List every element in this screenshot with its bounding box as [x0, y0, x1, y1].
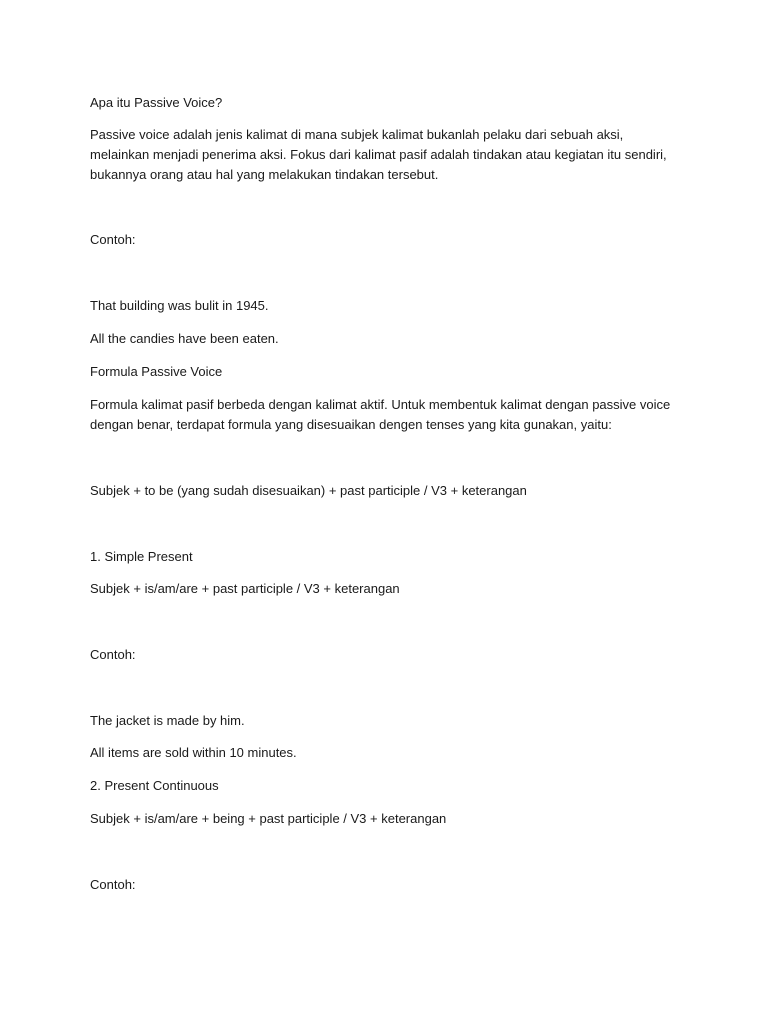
label-contoh: Contoh: — [90, 647, 136, 662]
paragraph-formula: Formula kalimat pasif berbeda dengan kalimat aktif. Untuk membentuk kalimat dengan passive voice dengan benar, terdapat formula yang disesuaikan dengen tenses yang kita gunakan, yaitu: — [90, 397, 671, 432]
example-sentence: All items are sold within 10 minutes. — [90, 745, 297, 760]
paragraph-definition: Passive voice adalah jenis kalimat di mana subjek kalimat bukanlah pelaku dari sebuah aksi, melainkan menjadi penerima aksi. Fokus dari kalimat pasif adalah tindakan atau kegiatan itu sendiri, bukannya orang atau hal yang melakukan tindakan tersebut. — [90, 127, 667, 182]
label-contoh: Contoh: — [90, 232, 136, 247]
example-sentence: The jacket is made by him. — [90, 713, 245, 728]
example-sentence: That building was bulit in 1945. — [90, 298, 269, 313]
example-sentence: All the candies have been eaten. — [90, 331, 279, 346]
formula-general: Subjek + to be (yang sudah disesuaikan) + past participle / V3 + keterangan — [90, 483, 527, 498]
heading-simple-present: 1. Simple Present — [90, 549, 193, 564]
heading-apa-itu-passive-voice: Apa itu Passive Voice? — [90, 95, 223, 110]
heading-present-continuous: 2. Present Continuous — [90, 778, 219, 793]
label-contoh: Contoh: — [90, 877, 136, 892]
formula-present-continuous: Subjek + is/am/are + being + past participle / V3 + keterangan — [90, 811, 447, 826]
formula-simple-present: Subjek + is/am/are + past participle / V3 + keterangan — [90, 581, 400, 596]
heading-formula-passive-voice: Formula Passive Voice — [90, 364, 223, 379]
